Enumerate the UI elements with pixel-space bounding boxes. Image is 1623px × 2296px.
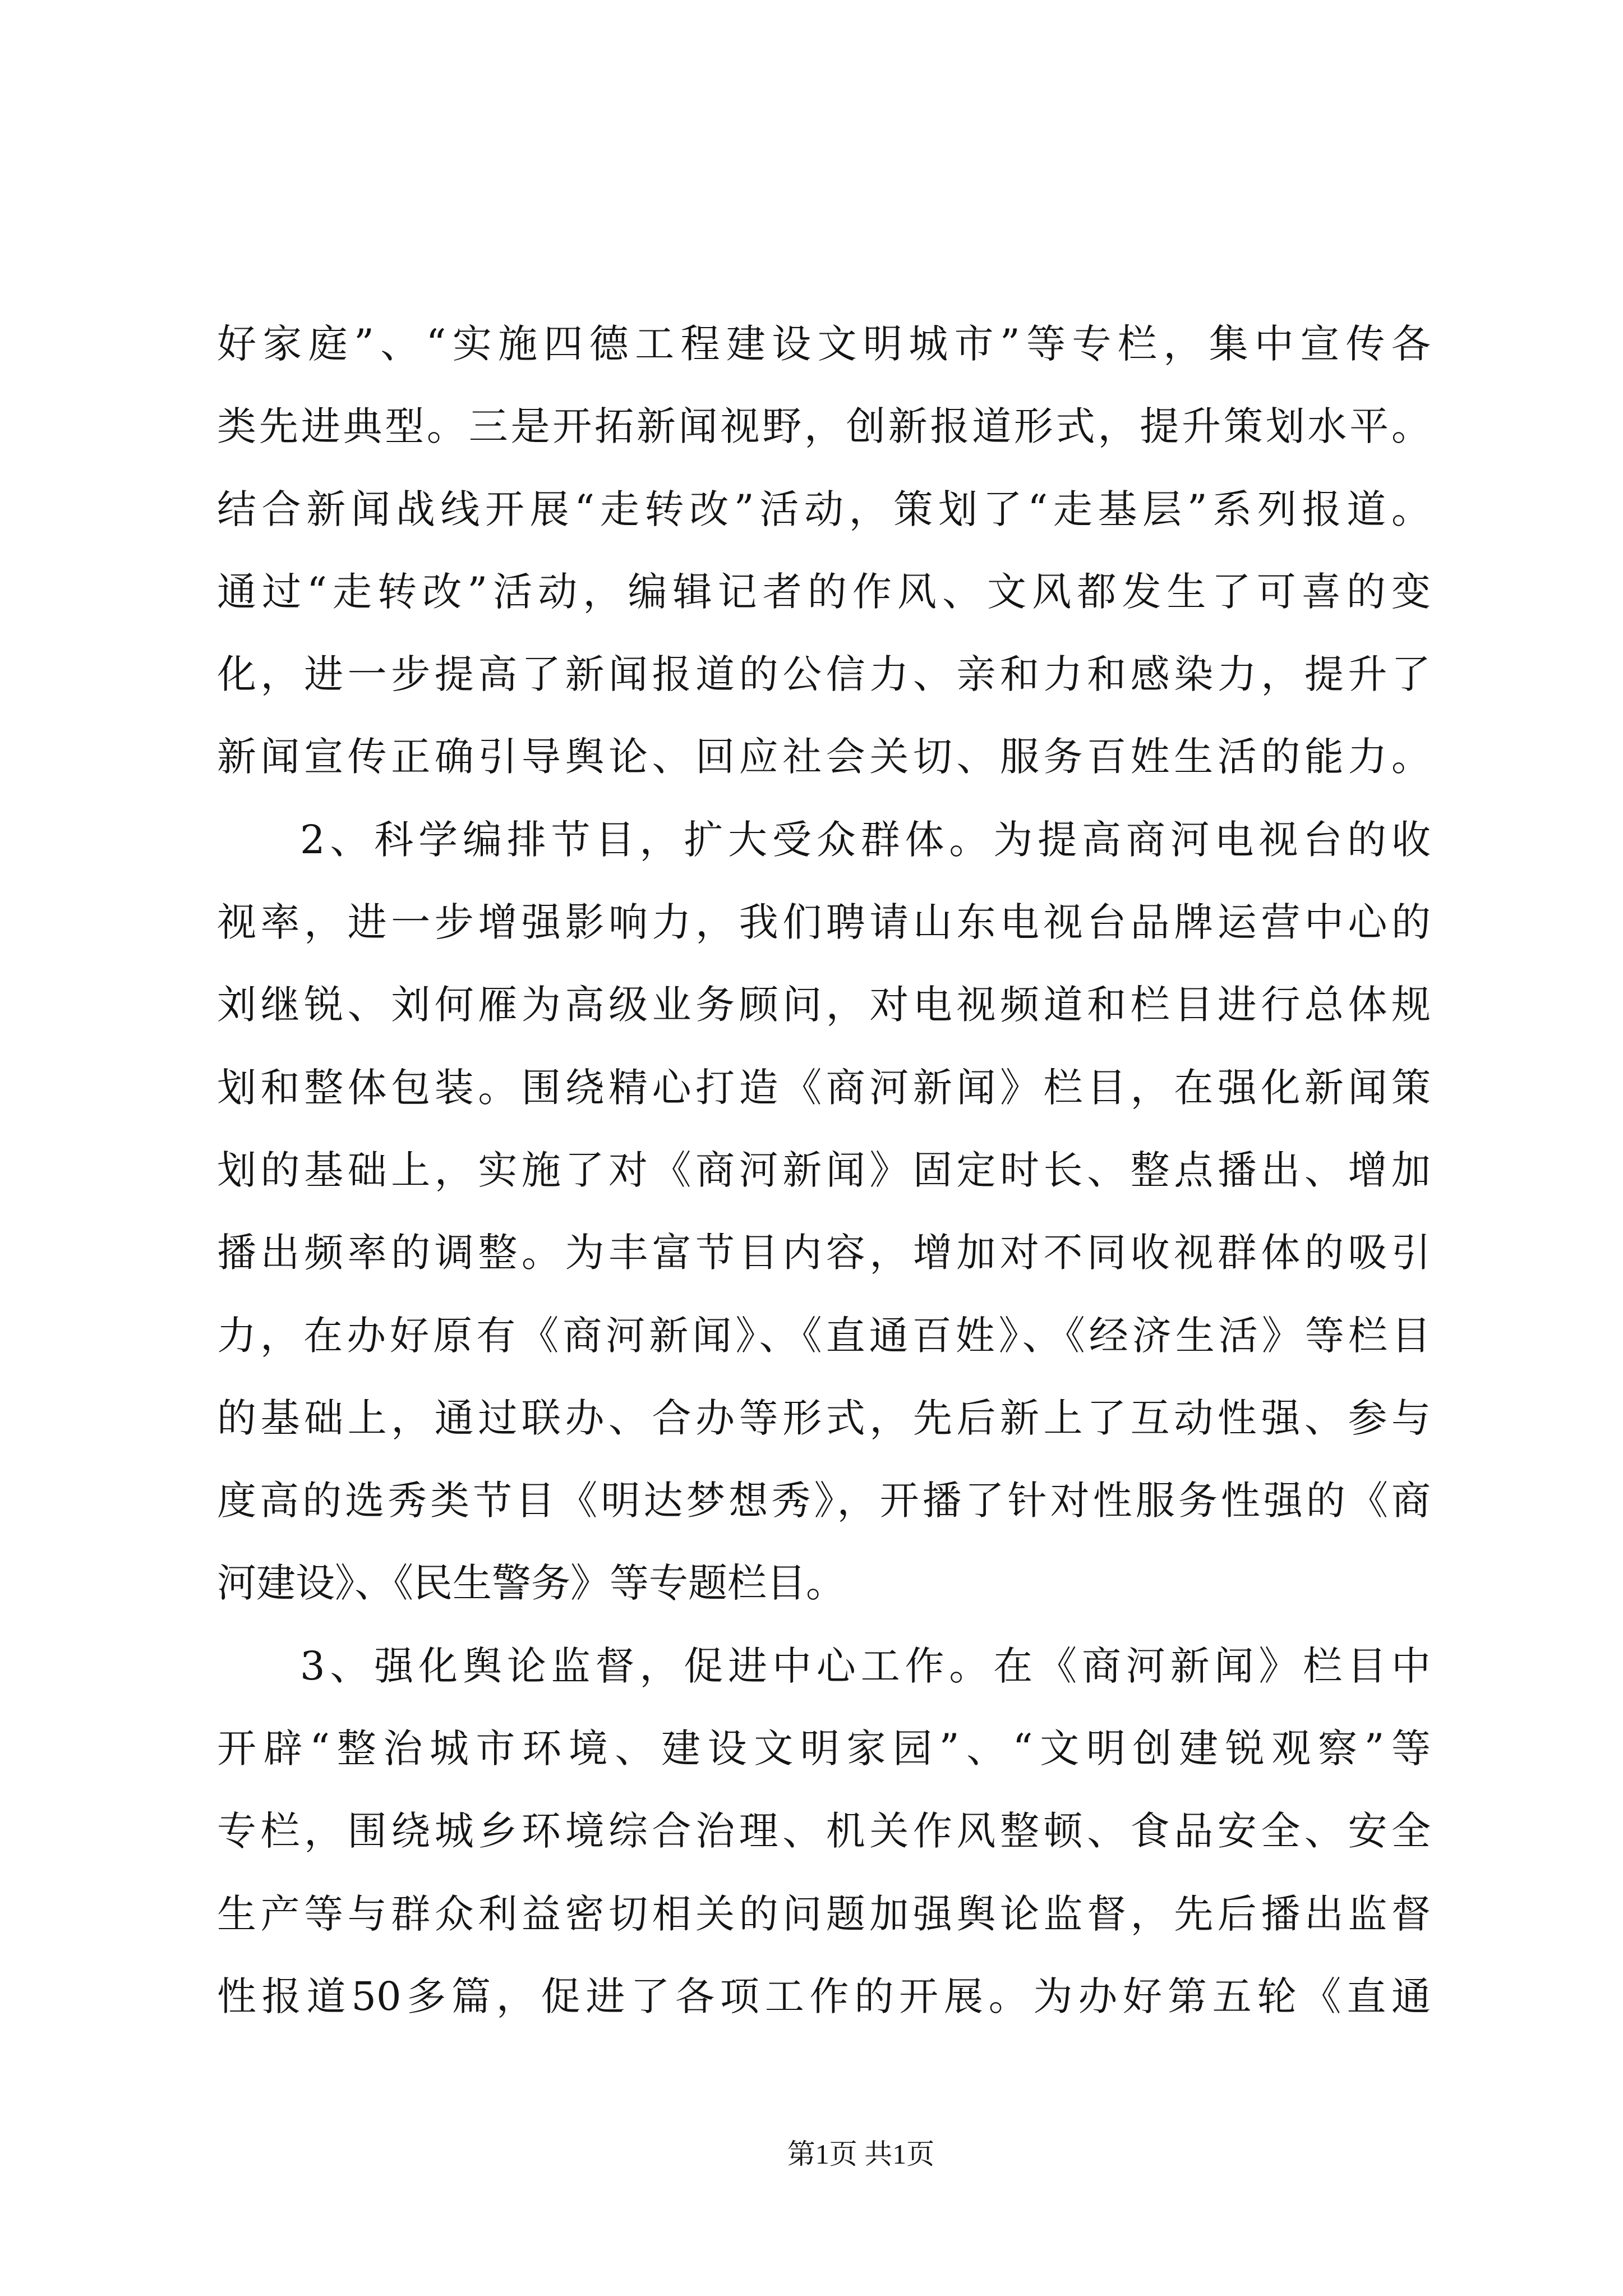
paragraph: [217, 1625, 1431, 2038]
paragraph: [217, 303, 1431, 799]
text-line: 结合新闻战线开展“走转改”活动，策划了“走基层”系列报道。: [217, 486, 1431, 532]
text-line: 专栏，围绕城乡环境综合治理、机关作风整顿、食品安全、安全: [217, 1808, 1431, 1855]
text-line: 生产等与群众利益密切相关的问题加强舆论监督，先后播出监督: [217, 1890, 1431, 1937]
text-line: 通过“走转改”活动，编辑记者的作风、文风都发生了可喜的变: [217, 568, 1431, 615]
text-line: 开辟“整治城市环境、建设文明家园”、“文明创建锐观察”等: [217, 1726, 1431, 1772]
text-line: 好家庭”、“实施四德工程建设文明城市”等专栏，集中宣传各: [217, 321, 1431, 367]
text-line: 划的基础上，实施了对《商河新闻》固定时长、整点播出、增加: [217, 1147, 1431, 1193]
paragraph: [217, 799, 1431, 1625]
text-line: 力，在办好原有《商河新闻》、《直通百姓》、《经济生活》等栏目: [217, 1312, 1431, 1359]
text-line: 视率，进一步增强影响力，我们聘请山东电视台品牌运营中心的: [217, 899, 1431, 946]
text-line: 化，进一步提高了新闻报道的公信力、亲和力和感染力，提升了: [217, 651, 1431, 698]
text-line: 河建设》、《民生警务》等专题栏目。: [217, 1560, 845, 1607]
text-line: 刘继锐、刘何雁为高级业务顾问，对电视频道和栏目进行总体规: [217, 982, 1431, 1028]
text-line: 类先进典型。三是开拓新闻视野，创新报道形式，提升策划水平。: [217, 403, 1431, 450]
text-line: 2、科学编排节目，扩大受众群体。为提高商河电视台的收: [300, 816, 1431, 863]
text-line: 的基础上，通过联办、合办等形式，先后新上了互动性强、参与: [217, 1395, 1431, 1441]
text-line: 性报道50多篇，促进了各项工作的开展。为办好第五轮《直通: [217, 1973, 1431, 2019]
text-line: 度高的选秀类节目《明达梦想秀》，开播了针对性服务性强的《商: [217, 1478, 1431, 1524]
text-line: 播出频率的调整。为丰富节目内容，增加对不同收视群体的吸引: [217, 1230, 1431, 1276]
page-number-footer: 第1页 共1页: [787, 2138, 935, 2170]
document-body: [217, 303, 1431, 2038]
text-line: 划和整体包装。围绕精心打造《商河新闻》栏目，在强化新闻策: [217, 1064, 1431, 1111]
text-line: 新闻宣传正确引导舆论、回应社会关切、服务百姓生活的能力。: [217, 734, 1431, 780]
text-line: 3、强化舆论监督，促进中心工作。在《商河新闻》栏目中: [300, 1642, 1431, 1689]
